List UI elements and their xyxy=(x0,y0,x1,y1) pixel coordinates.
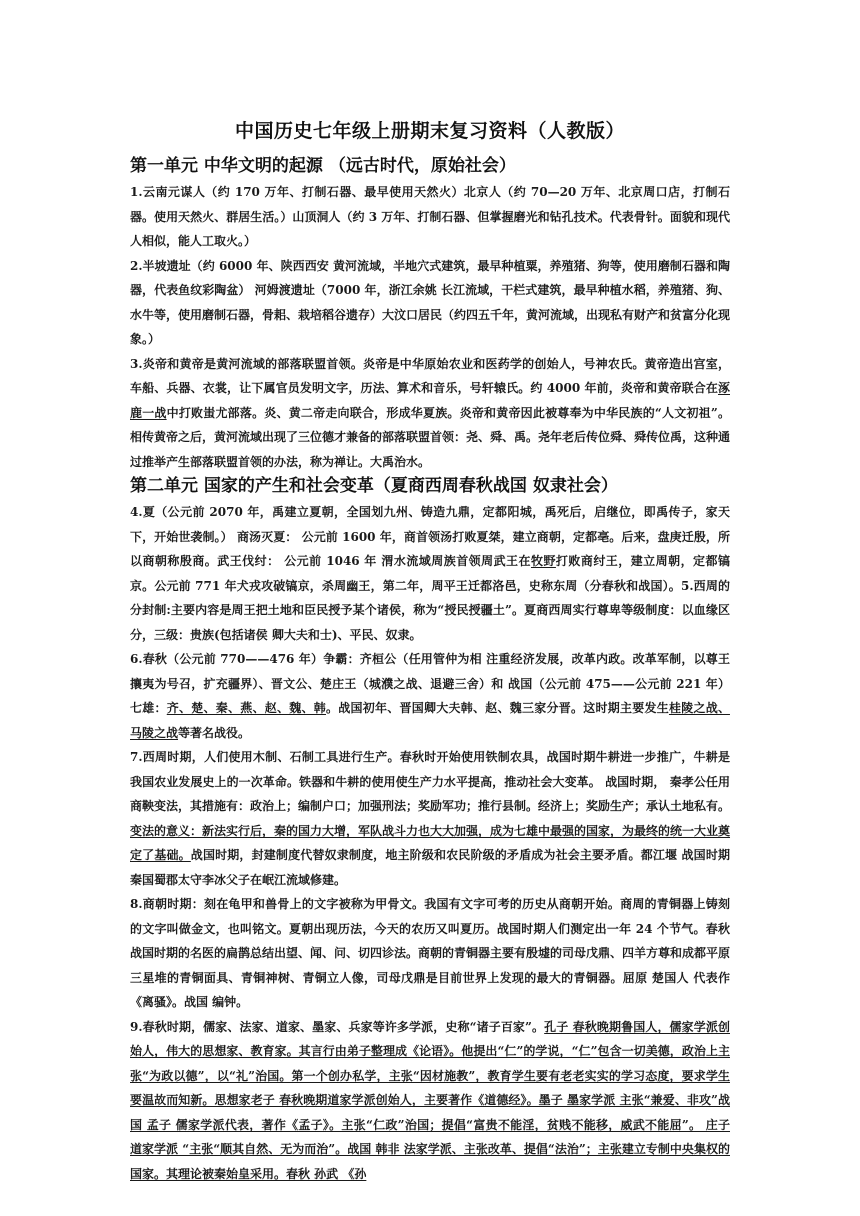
paragraph-9-text-a: 9.春秋时期，儒家、法家、道家、墨家、兵家等许多学派，史称“诸子百家”。 xyxy=(130,1019,545,1034)
paragraph-6-text-a: 6.春秋（公元前 770——476 年）争霸：齐桓公（任用管仲为相 注重经济发展，改革内政。改革军制，以尊王攘夷为号召，扩充疆界）、晋文公、楚庄王（城濮之战、退避三舍）和 战国（公元前 475——公元前 221 年）七雄： xyxy=(130,652,730,715)
unit1-heading: 第一单元 中华文明的起源 （远古时代，原始社会） xyxy=(130,156,516,176)
paragraph-4 xyxy=(130,500,730,647)
paragraph-7-text-b: 战国时期，封建制度代替奴隶制度，地主阶级和农民阶级的矛盾成为社会主要矛盾。都江堰 战国时期秦国蜀郡太守李冰父子在岷江流域修建。 xyxy=(130,848,730,887)
paragraph-4-text-a: 4.夏（公元前 2070 年，禹建立夏朝，全国划九州、铸造九鼎，定都阳城，禹死后，启继位，即禹传子，家天下，开始世袭制。） 商汤灭夏： 公元前 1600 年，商首领汤打败夏桀，建立商朝，定都亳。后来，盘庚迁殷，所以商朝称殷商。武王伐纣： 公元前 1046 年 渭水流域周族首领周武王在 xyxy=(130,505,730,568)
paragraph-1: 1.云南元谋人（约 170 万年、打制石器、最早使用天然火）北京人（约 70—20 万年、北京周口店，打制石器。使用天然火、群居生活。）山顶洞人（约 3 万年、打制石器、但掌握磨光和钻孔技术。代表骨针。面貌和现代人相似，能人工取火。） xyxy=(130,185,730,248)
paragraph-6 xyxy=(130,647,730,745)
paragraph-9-underline: 孔子 春秋晚期鲁国人，儒家学派创始人，伟大的思想家、教育家。其言行由弟子整理成《论语》。他提出“仁”的学说，“仁”包含一切美德，政治上主张“为政以德”，以“礼”治国。第一个创办私学，主张“因材施教”，教育学生要有老老实实的学习态度，要求学生要温故而知新。思想家老子 春秋晚期道家学派创始人，主要著作《道德经》。墨子 墨家学派 主张“兼爱、非攻”战国 孟子 儒家学派代表，著作《孟子》。主张“仁政”治国；提倡“富贵不能淫，贫贱不能移，威武不能屈”。 庄子 道家学派 “主张“顺其自然、无为而治”。战国 韩非 法家学派、主张改革、提倡“法治”；主张建立专制中央集权的国家。其理论被秦始皇采用。春秋 孙武 《孙 xyxy=(130,1019,730,1181)
paragraph-3-underline: 涿鹿一战 xyxy=(130,381,730,420)
paragraph-7-text-a: 7.西周时期，人们使用木制、石制工具进行生产。春秋时开始使用铁制农具，战国时期牛耕进一步推广，牛耕是我国农业发展史上的一次革命。铁器和牛耕的使用使生产力水平提高，推动社会大变革。 战国时期， 秦孝公任用商鞅变法，其措施有：政治上；编制户口；加强刑法；奖励军功；推行县制。经济上；奖励生产；承认土地私有。 xyxy=(130,750,731,813)
paragraph-3 xyxy=(130,352,730,475)
paragraph-4-underline: 牧野 xyxy=(530,554,556,568)
paragraph-9 xyxy=(130,1015,730,1187)
paragraph-6-text-c: 等著名战役。 xyxy=(178,725,251,740)
paragraph-6-underline-1: 齐、楚、秦、燕、赵、魏、韩 xyxy=(166,701,326,715)
paragraph-3-text-b: 中打败蚩尤部落。炎、黄二帝走向联合，形成华夏族。炎帝和黄帝因此被尊奉为中华民族的“人文初祖”。相传黄帝之后，黄河流域出现了三位德才兼备的部落联盟首领：尧、舜、禹。尧年老后传位舜、舜传位禹，这种通过推举产生部落联盟首领的办法，称为禅让。大禹治水。 xyxy=(130,405,731,469)
paragraph-7 xyxy=(130,745,730,892)
page-title: 中国历史七年级上册期末复习资料（人教版） xyxy=(234,120,625,142)
paragraph-2: 2.半坡遗址（约 6000 年、陕西西安 黄河流域，半地穴式建筑，最早种植粟，养殖猪、狗等，使用磨制石器和陶器，代表鱼纹彩陶盆） 河姆渡遗址（7000 年，浙江余姚 长江流域，干栏式建筑，最早种植水稻，养殖猪、狗、水牛等，使用磨制石器，骨耜、栽培稻谷遗存）大汶口居民（约四五千年，黄河流域，出现私有财产和贫富分化现象。） xyxy=(130,258,731,346)
document-body xyxy=(130,110,730,1186)
paragraph-6-text-b: 。战国初年、晋国卿大夫韩、赵、魏三家分晋。这时期主要发生 xyxy=(325,701,669,715)
paragraph-8: 8.商朝时期：刻在龟甲和兽骨上的文字被称为甲骨文。我国有文字可考的历史从商朝开始。商周的青铜器上铸刻的文字叫做金文，也叫铭文。夏朝出现历法，今天的农历又叫夏历。战国时期人们测定出一年 24 个节气。春秋战国时期的名医的扁鹊总结出望、闻、问、切四诊法。商朝的青铜器主要有殷墟的司母戊鼎、四羊方尊和成都平原三星堆的青铜面具、青铜神树、青铜立人像，司母戊鼎是目前世界上发现的最大的青铜器。屈原 楚国人 代表作 《离骚》。战国 编钟。 xyxy=(130,897,731,1009)
paragraph-4-text-b: 打败商纣王，建立周朝，定都镐京。公元前 771 年犬戎攻破镐京，杀周幽王，第二年，周平王迁都洛邑，史称东周（分春秋和战国）。5.西周的分封制:主要内容是周王把土地和臣民授予某个诸侯，称为“授民授疆土”。夏商西周实行尊卑等级制度：以血缘区分，三级：贵族(包括诸侯 卿大夫和士)、平民、奴隶。 xyxy=(130,554,730,642)
paragraph-6-underline-2: 桂陵之战、马陵之战 xyxy=(130,701,730,740)
unit2-heading: 第二单元 国家的产生和社会变革（夏商西周春秋战国 奴隶社会） xyxy=(130,476,618,496)
paragraph-3-text-a: 3.炎帝和黄帝是黄河流域的部落联盟首领。炎帝是中华原始农业和医药学的创始人，号神农氏。黄帝造出宫室，车船、兵器、衣裳，让下属官员发明文字，历法、算术和音乐，号轩辕氏。约 4000 年前，炎帝和黄帝联合在 xyxy=(130,356,730,395)
paragraph-7-underline: 变法的意义：新法实行后，秦的国力大增，军队战斗力也大大加强，成为七雄中最强的国家，为最终的统一大业奠定了基础。 xyxy=(130,823,731,862)
